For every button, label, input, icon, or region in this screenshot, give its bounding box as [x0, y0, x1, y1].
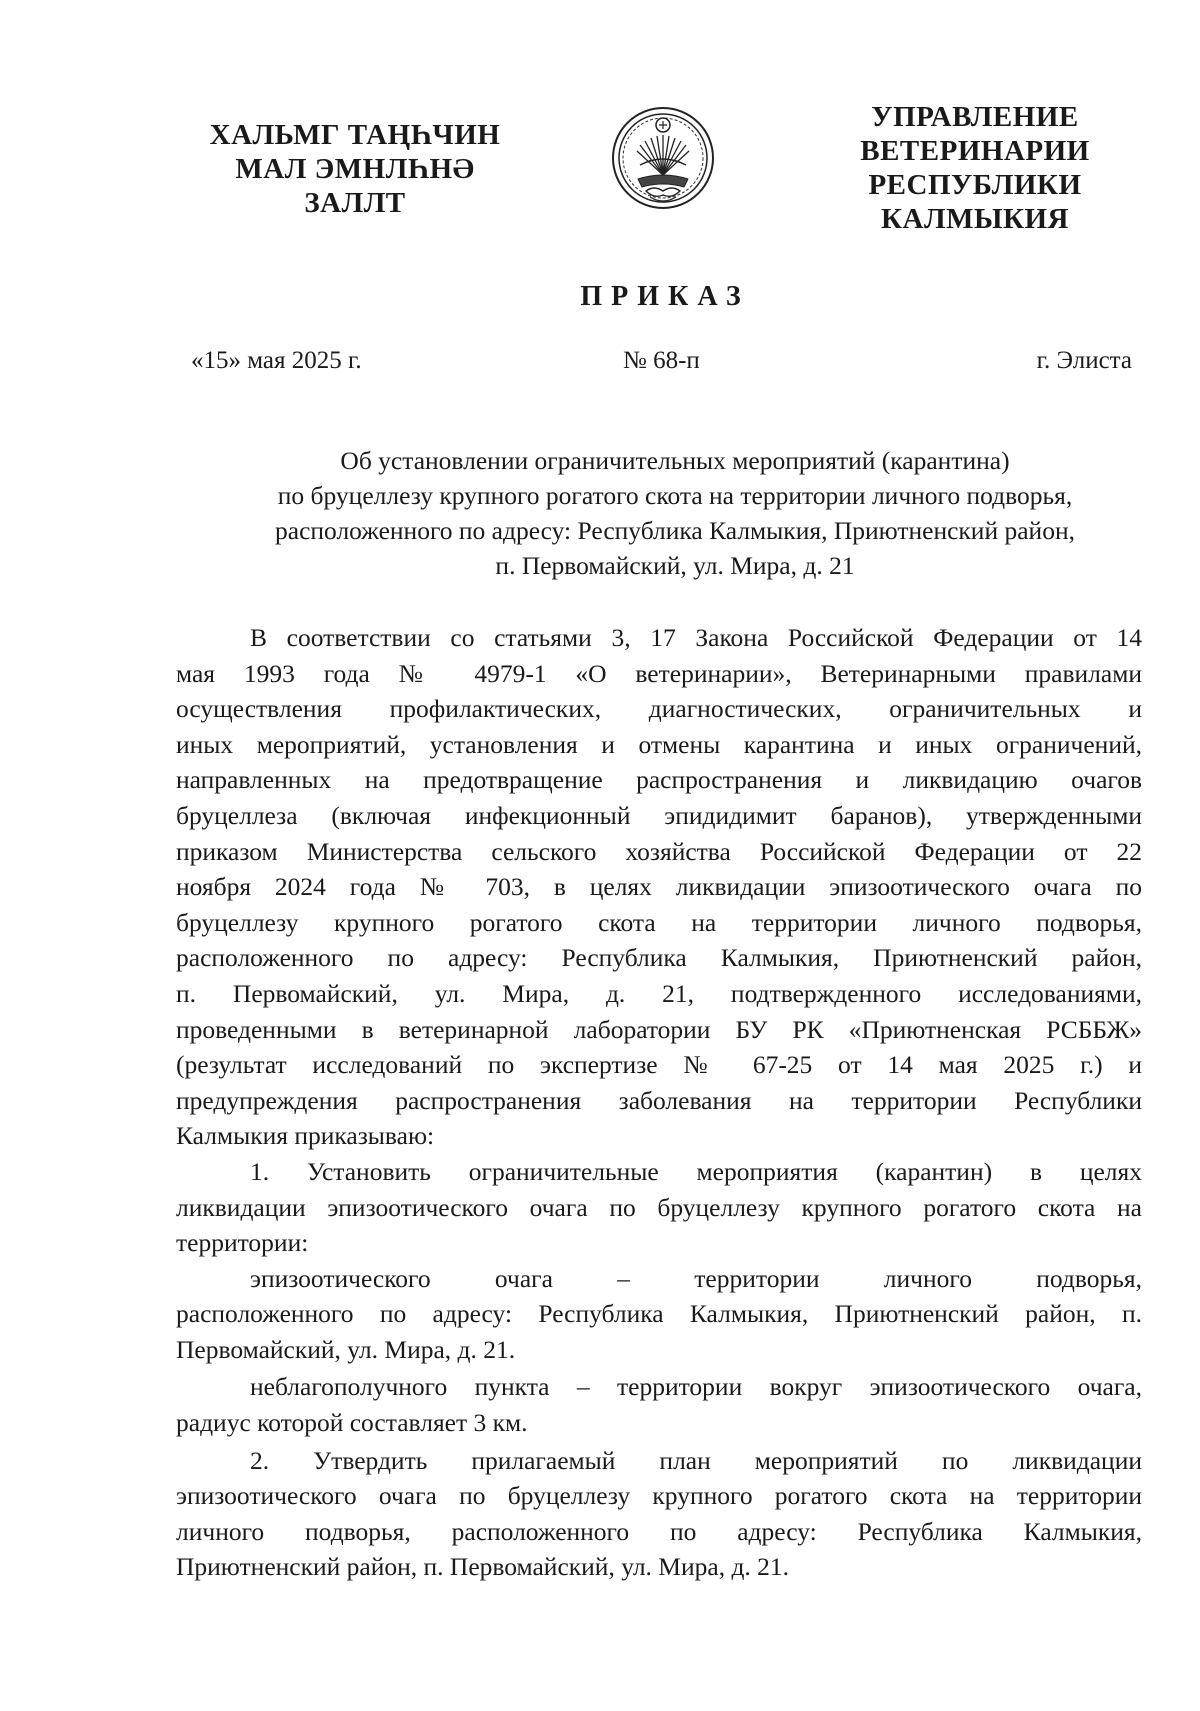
header-right-line: УПРАВЛЕНИЕ — [871, 101, 1079, 133]
body-line: расположенного по адресу: Республика Калмыкия, Приютненский район, — [176, 943, 1142, 973]
body-line: расположенного по адресу: Республика Калмыкия, Приютненский район, п. — [176, 1299, 1142, 1329]
order-city: г. Элиста — [1036, 347, 1132, 374]
order-subject — [170, 443, 1180, 583]
item-2-paragraph — [176, 1443, 1142, 1585]
body-line: бруцеллезу крупного рогатого скота на территории личного подворья, — [176, 907, 1142, 937]
body-line: осуществления профилактических, диагностических, ограничительных и — [176, 694, 1142, 724]
body-line: иных мероприятий, установления и отмены карантина и иных ограничений, — [176, 729, 1142, 759]
body-line: 1. Установить ограничительные мероприятия (карантин) в целях — [250, 1156, 1142, 1186]
header-left-line: ХАЛЬМГ ТАҢҺЧИН — [209, 119, 501, 151]
subject-line: Об установлении ограничительных мероприятий (карантина) — [340, 446, 1010, 475]
header-left-line: ЗАЛЛТ — [304, 187, 406, 219]
order-date: «15» мая 2025 г. — [191, 347, 362, 374]
kalmykia-coat-of-arms-icon — [610, 105, 716, 213]
body-line: В соответствии со статьями 3, 17 Закона Российской Федерации от 14 — [250, 623, 1142, 652]
header-left-kalmyk — [195, 118, 515, 220]
body-line: направленных на предотвращение распространения и ликвидацию очагов — [176, 765, 1142, 795]
body-line: личного подворья, расположенного по адресу: Республика Калмыкия, — [176, 1516, 1142, 1546]
order-title: ПРИКАЗ — [580, 281, 750, 312]
body-line: Калмыкия приказываю: — [176, 1121, 435, 1151]
body-line: ноября 2024 года № 703, в целях ликвидации эпизоотического очага по — [176, 872, 1142, 902]
order-number: № 68-п — [623, 347, 700, 374]
body-line: 2. Утвердить прилагаемый план мероприятий по ликвидации — [250, 1445, 1142, 1475]
body-line: неблагополучного пункта – территории вокруг эпизоотического очага, — [250, 1372, 1142, 1402]
item-1-paragraph — [176, 1154, 1142, 1261]
body-line: Первомайский, ул. Мира, д. 21. — [176, 1334, 516, 1364]
header-left-line: МАЛ ЭМНЛҺНӘ — [235, 153, 475, 185]
body-line: Приютненский район, п. Первомайский, ул. Мира, д. 21. — [176, 1552, 790, 1582]
subject-line: по бруцеллезу крупного рогатого скота на территории личного подворья, — [277, 481, 1073, 510]
subject-line: п. Первомайский, ул. Мира, д. 21 — [495, 551, 855, 580]
preamble-paragraph — [176, 620, 1142, 1154]
header-right-line: КАЛМЫКИЯ — [881, 203, 1069, 235]
body-line: бруцеллеза (включая инфекционный эпидидимит баранов), утвержденными — [176, 800, 1142, 830]
body-line: ликвидации эпизоотического очага по бруцеллезу крупного рогатого скота на — [176, 1192, 1142, 1222]
body-line: (результат исследований по экспертизе № 67-25 от 14 мая 2025 г.) и — [176, 1050, 1142, 1080]
body-line: мая 1993 года № 4979-1 «О ветеринарии», Ветеринарными правилами — [176, 658, 1142, 688]
body-line: приказом Министерства сельского хозяйства Российской Федерации от 22 — [176, 836, 1142, 866]
body-line: радиус которой составляет 3 км. — [176, 1408, 528, 1438]
body-line: эпизоотического очага – территории личного подворья, — [250, 1263, 1142, 1293]
header-right-line: ВЕТЕРИНАРИИ — [860, 135, 1090, 167]
body-line: предупреждения распространения заболевания на территории Республики — [176, 1085, 1142, 1115]
body-line: эпизоотического очага по бруцеллезу крупного рогатого скота на территории — [176, 1481, 1142, 1511]
unfavorable-point-paragraph — [176, 1369, 1142, 1440]
body-line: территории: — [176, 1228, 309, 1258]
subject-line: расположенного по адресу: Республика Калмыкия, Приютненский район, — [275, 516, 1075, 545]
focus-paragraph — [176, 1261, 1142, 1368]
order-body — [176, 620, 1142, 1585]
header-right-line: РЕСПУБЛИКИ — [868, 169, 1082, 201]
body-line: п. Первомайский, ул. Мира, д. 21, подтвержденного исследованиями, — [176, 978, 1142, 1008]
header-right-russian — [810, 100, 1140, 236]
body-line: проведенными в ветеринарной лаборатории БУ РК «Приютненская РСББЖ» — [176, 1014, 1142, 1044]
